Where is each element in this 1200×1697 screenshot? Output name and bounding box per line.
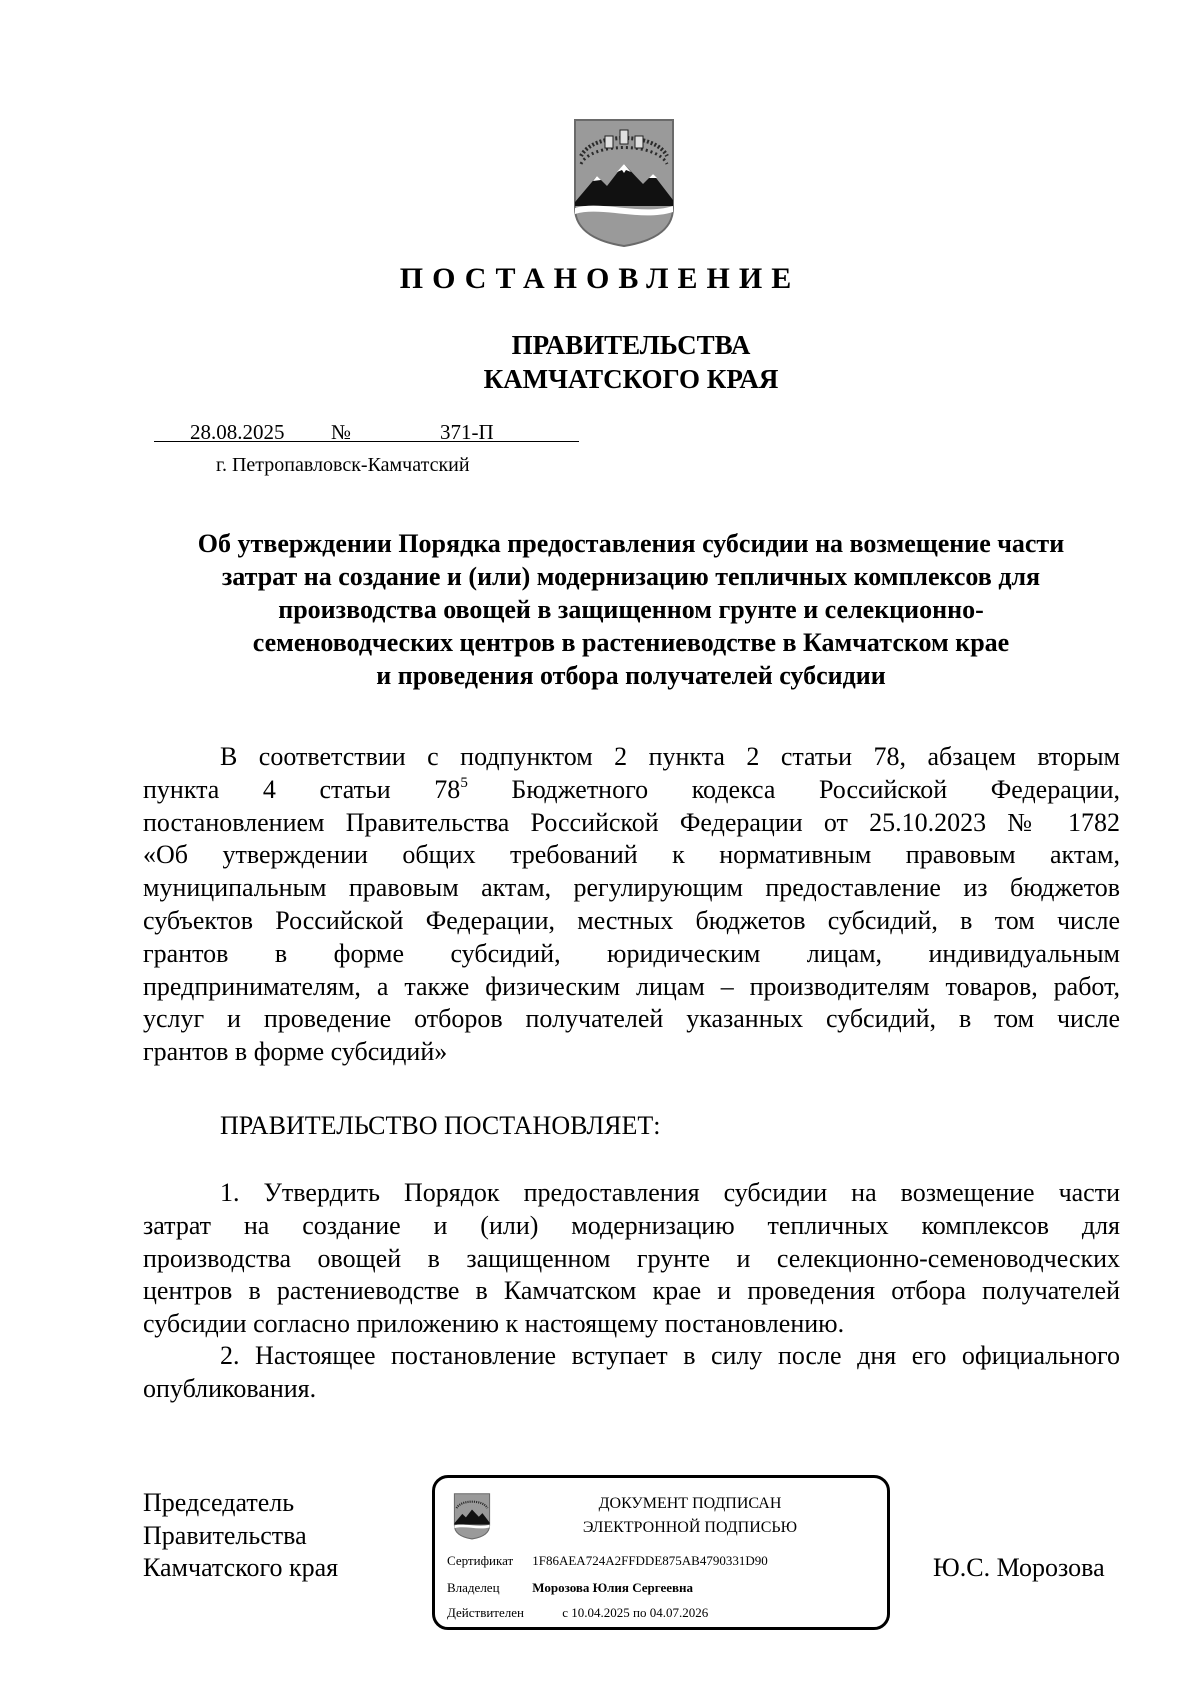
paragraph-line: муниципальным правовым актам, регулирующим предоставление из бюджетов	[143, 873, 1120, 903]
title-line: затрат на создание и (или) модернизацию тепличных комплексов для	[221, 562, 1041, 591]
decree-heading: ПРАВИТЕЛЬСТВО ПОСТАНОВЛЯЕТ:	[220, 1111, 661, 1140]
date-number-underline	[154, 441, 579, 442]
signatory-position	[143, 1487, 338, 1585]
superscript: 5	[460, 774, 468, 791]
paragraph-line: субъектов Российской Федерации, местных бюджетов субсидий, в том числе	[143, 905, 1120, 935]
stamp-title-line: ДОКУМЕНТ ПОДПИСАН	[598, 1495, 782, 1512]
certificate-row	[447, 1553, 768, 1569]
validity-label: Действителен	[447, 1605, 524, 1620]
owner-value: Морозова Юлия Сергеевна	[532, 1580, 694, 1595]
stamp-title	[495, 1492, 885, 1540]
paragraph-line	[143, 774, 1120, 807]
position-line: Камчатского края	[143, 1553, 339, 1582]
paragraph-line: В соответствии с подпунктом 2 пункта 2 статьи 78, абзацем вторым	[220, 742, 1120, 771]
document-date: 28.08.2025	[190, 420, 285, 444]
issuer-line: КАМЧАТСКОГО КРАЯ	[483, 364, 779, 394]
paragraph-line: постановлением Правительства Российской Федерации от 25.10.2023 № 1782	[143, 807, 1120, 837]
item-1-paragraph	[143, 1177, 1120, 1341]
paragraph-line: субсидии согласно приложению к настоящему постановлению.	[143, 1309, 845, 1339]
paragraph-line: 1. Утвердить Порядок предоставления субсидии на возмещение части	[220, 1178, 1120, 1207]
title-line: семеноводческих центров в растениеводстве в Камчатском крае	[252, 628, 1010, 657]
issuer-heading	[0, 328, 1200, 396]
document-number: 371-П	[440, 420, 494, 444]
preamble-paragraph	[143, 741, 1120, 1069]
paragraph-line: услуг и проведение отборов получателей указанных субсидий, в том числе	[143, 1004, 1120, 1034]
title-line: и проведения отбора получателей субсидии	[376, 661, 886, 690]
certificate-value: 1F86AEA724A2FFDDE875AB4790331D90	[532, 1553, 768, 1568]
text-fragment: Бюджетного кодекса Российской Федерации,	[467, 774, 1120, 804]
paragraph-line: опубликования.	[143, 1373, 317, 1403]
electronic-signature-stamp	[432, 1475, 890, 1630]
position-line: Правительства	[143, 1520, 307, 1550]
position-line: Председатель	[143, 1488, 295, 1517]
validity-row	[447, 1605, 708, 1621]
text-fragment: пункта 4 статьи 78	[143, 774, 461, 804]
paragraph-line: 2. Настоящее постановление вступает в силу после дня его официального	[220, 1341, 1120, 1370]
certificate-label: Сертификат	[447, 1553, 514, 1568]
paragraph-line: центров в растениеводстве в Камчатском крае и проведения отбора получателей	[143, 1276, 1120, 1306]
validity-value: с 10.04.2025 по 04.07.2026	[562, 1605, 709, 1620]
paragraph-line: «Об утверждении общих требований к нормативным правовым актам,	[143, 840, 1120, 870]
coat-of-arms-icon	[453, 1492, 491, 1540]
number-sign: №	[331, 420, 352, 444]
paragraph-line: предпринимателям, а также физическим лицам – производителям товаров, работ,	[143, 971, 1120, 1001]
paragraph-line: затрат на создание и (или) модернизацию тепличных комплексов для	[143, 1210, 1120, 1240]
owner-label: Владелец	[447, 1580, 500, 1595]
title-line: производства овощей в защищенном грунте и селекционно-	[278, 595, 984, 624]
coat-of-arms-icon	[571, 116, 677, 248]
document-title	[130, 527, 1132, 692]
paragraph-line: грантов в форме субсидий, юридическим лицам, индивидуальным	[143, 938, 1120, 968]
paragraph-line: грантов в форме субсидий»	[143, 1037, 448, 1067]
paragraph-line: производства овощей в защищенном грунте и селекционно-семеноводческих	[143, 1243, 1120, 1273]
stamp-title-line: ЭЛЕКТРОННОЙ ПОДПИСЬЮ	[582, 1519, 798, 1536]
signer-name: Ю.С. Морозова	[933, 1553, 1105, 1582]
item-2-paragraph	[143, 1340, 1120, 1406]
city-name: г. Петропавловск-Камчатский	[216, 454, 470, 476]
document-type-heading: ПОСТАНОВЛЕНИЕ	[399, 262, 801, 295]
title-line: Об утверждении Порядка предоставления субсидии на возмещение части	[197, 529, 1065, 558]
owner-row	[447, 1580, 693, 1596]
issuer-line: ПРАВИТЕЛЬСТВА	[511, 330, 751, 360]
